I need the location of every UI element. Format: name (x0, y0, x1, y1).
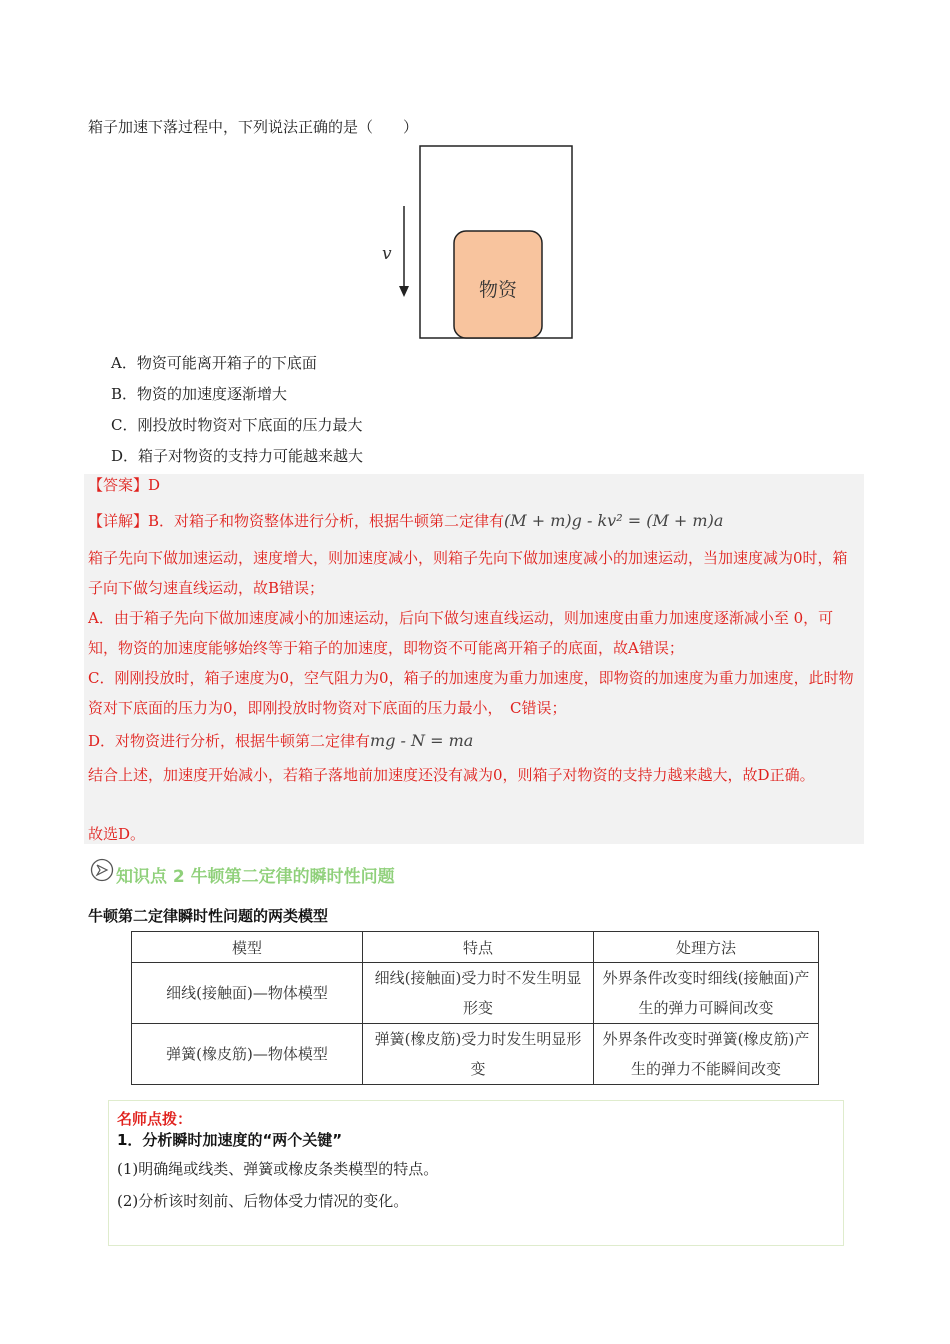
d-prefix: D．对物资进行分析，根据牛顿第二定律有 (88, 732, 371, 750)
header-feature: 特点 (363, 932, 594, 963)
answer-line: 【答案】D (88, 476, 161, 494)
table-cell: 弹簧(橡皮筋)受力时发生明显形变 (363, 1024, 594, 1085)
final-choice: 故选D。 (88, 825, 146, 843)
table-row (132, 1024, 819, 1085)
detail-para-2: A．由于箱子先向下做加速度减小的加速运动，后向下做匀速直线运动，则加速度由重力加速度逐渐减小至 0，可知，物资的加速度能够始终等于箱子的加速度，即物资不可能离开箱子的底面，故A错误； (88, 609, 834, 657)
tips-heading: 名师点拨： (117, 1110, 193, 1128)
table-cell: 外界条件改变时细线(接触面)产生的弹力可瞬间改变 (594, 963, 819, 1024)
equation-2: mg - N = ma (370, 731, 474, 750)
tips-line-1: (1)明确绳或线类、弹簧或橡皮条类模型的特点。 (117, 1160, 439, 1178)
cargo-label: 物资 (478, 279, 518, 301)
tips-line-2: (2)分析该时刻前、后物体受力情况的变化。 (117, 1192, 409, 1210)
detail-para-4: 结合上述，加速度开始减小，若箱子落地前加速度还没有减为0，则箱子对物资的支持力越来越大，故D正确。 (88, 766, 815, 784)
header-method: 处理方法 (594, 932, 819, 963)
arrow-circle-icon (90, 858, 114, 882)
tips-subheading: 1．分析瞬时加速度的“两个关键” (117, 1131, 343, 1149)
table-title: 牛顿第二定律瞬时性问题的两类模型 (88, 907, 329, 925)
detail-para-3: C．刚刚投放时，箱子速度为0，空气阻力为0，箱子的加速度为重力加速度，即物资的加速度为重力加速度，此时物资对下底面的压力为0，即刚投放时物资对下底面的压力最小， C错误； (88, 669, 854, 717)
table-header-row (132, 932, 819, 963)
detail-d-line (88, 726, 473, 756)
velocity-label: v (382, 244, 392, 264)
arrow-head-icon (399, 286, 409, 297)
table-cell: 外界条件改变时弹簧(橡皮筋)产生的弹力不能瞬间改变 (594, 1024, 819, 1085)
table-cell: 弹簧(橡皮筋)—物体模型 (132, 1024, 363, 1085)
question-stem: 箱子加速下落过程中，下列说法正确的是（ ） (88, 118, 419, 136)
option-c: C．刚投放时物资对下底面的压力最大 (111, 416, 363, 434)
detail-prefix: 【详解】B．对箱子和物资整体进行分析，根据牛顿第二定律有 (88, 512, 505, 530)
header-model: 模型 (132, 932, 363, 963)
knowledge-point-title: 知识点 2 牛顿第二定律的瞬时性问题 (116, 867, 395, 887)
table-cell: 细线(接触面)受力时不发生明显形变 (363, 963, 594, 1024)
detail-line (88, 506, 723, 536)
option-b: B．物资的加速度逐渐增大 (111, 385, 288, 403)
model-table (131, 931, 819, 1085)
table-row (132, 963, 819, 1024)
equation-1: (M + m)g - kv² = (M + m)a (504, 511, 724, 530)
option-d: D．箱子对物资的支持力可能越来越大 (111, 447, 364, 465)
detail-para-1: 箱子先向下做加速运动，速度增大，则加速度减小，则箱子先向下做加速度减小的加速运动，当加速度减为0时，箱子向下做匀速直线运动，故B错误； (88, 549, 848, 597)
table-cell: 细线(接触面)—物体模型 (132, 963, 363, 1024)
option-a: A．物资可能离开箱子的下底面 (111, 354, 317, 372)
box-figure (368, 140, 588, 346)
